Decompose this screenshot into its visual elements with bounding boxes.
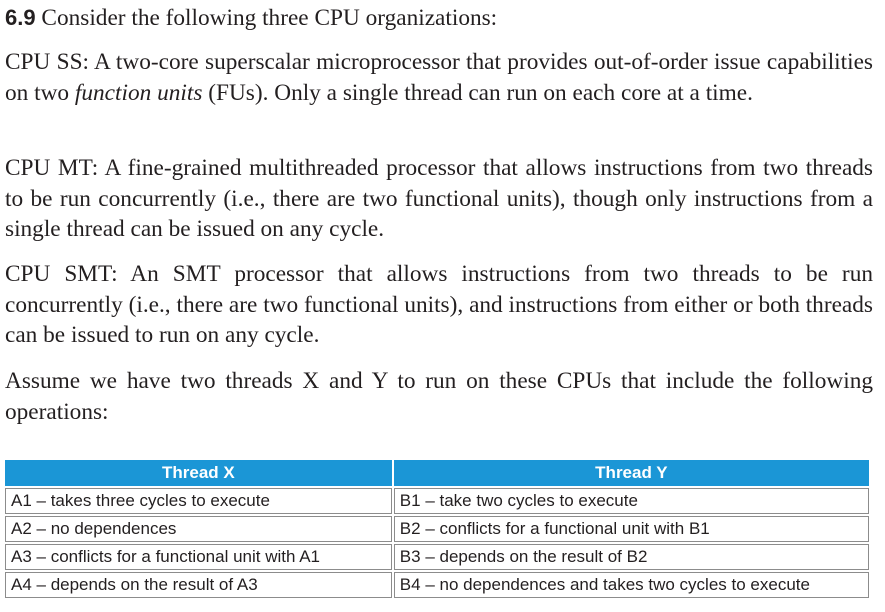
cpu-ss-text-start: CPU SS: A two-core superscalar microprocessor that provides out-of-order issue capabilities on two xyxy=(5,49,873,106)
table-row xyxy=(5,544,869,570)
thread-x-cell: A4 – depends on the result of A3 xyxy=(5,572,392,598)
table-row xyxy=(5,488,869,514)
cpu-smt-paragraph: CPU SMT: An SMT processor that allows instructions from two threads to be run concurrently (i.e., there are two functional units), and instructions from either or both threads can be issued to run on any cycle. xyxy=(5,261,873,348)
question-number: 6.9 xyxy=(5,5,36,30)
table-row xyxy=(5,572,869,598)
thread-y-cell: B4 – no dependences and takes two cycles to execute xyxy=(394,572,869,598)
thread-x-header: Thread X xyxy=(5,460,392,486)
thread-x-cell: A1 – takes three cycles to execute xyxy=(5,488,392,514)
table-header-row xyxy=(5,460,869,486)
assumption-paragraph: Assume we have two threads X and Y to run on these CPUs that include the following operations: xyxy=(5,368,873,425)
question-heading xyxy=(5,3,873,34)
thread-y-header: Thread Y xyxy=(394,460,869,486)
thread-x-cell: A3 – conflicts for a functional unit with A1 xyxy=(5,544,392,570)
thread-operations-table xyxy=(3,458,871,600)
cpu-ss-paragraph xyxy=(5,47,873,108)
table-row xyxy=(5,516,869,542)
cpu-ss-emphasis: function units xyxy=(74,79,203,106)
thread-y-cell: B1 – take two cycles to execute xyxy=(394,488,869,514)
cpu-mt-paragraph: CPU MT: A fine-grained multithreaded processor that allows instructions from two threads to be run concurrently (i.e., there are two functional units), though only instructions from a single thread can be issued on any cycle. xyxy=(5,155,873,242)
thread-y-cell: B3 – depends on the result of B2 xyxy=(394,544,869,570)
thread-x-cell: A2 – no dependences xyxy=(5,516,392,542)
thread-y-cell: B2 – conflicts for a functional unit with B1 xyxy=(394,516,869,542)
question-intro: Consider the following three CPU organizations: xyxy=(41,5,498,31)
cpu-ss-text-end: (FUs). Only a single thread can run on each core at a time. xyxy=(202,79,753,106)
